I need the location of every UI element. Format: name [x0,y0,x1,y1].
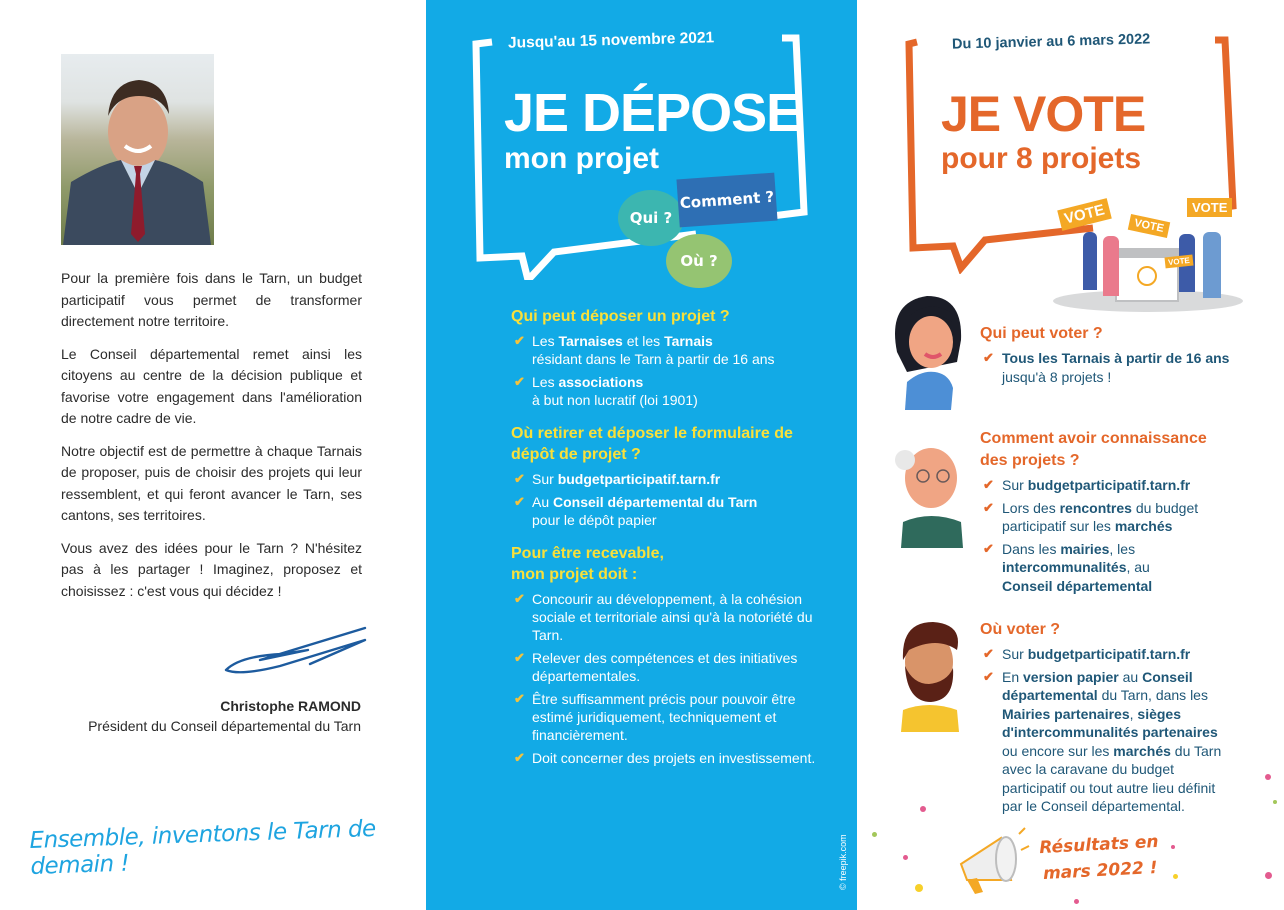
portrait-image [61,54,214,245]
check-icon: ✔ [514,374,525,389]
signer-title: Président du Conseil départemental du Tarn [88,718,361,734]
check-icon: ✔ [514,691,525,706]
list-item: ✔ Doit concerner des projets en investissement. [514,750,816,766]
check-icon: ✔ [514,650,525,665]
list-item: ✔ Sur budgetparticipatif.tarn.fr [514,471,721,487]
list-item: ✔ Tous les Tarnais à partir de 16 ans jusqu'à 8 projets ! [983,350,1230,385]
deposit-panel [426,0,857,910]
check-icon: ✔ [983,499,994,515]
vote-sign: VOTE [1128,214,1170,238]
left-panel [0,0,426,910]
signature-icon [220,624,370,676]
who-vote-section [980,323,1255,390]
how-to-know-section [980,428,1255,599]
where-vote-list [980,645,1255,816]
vote-subtitle: pour 8 projets [941,142,1142,175]
check-icon: ✔ [983,540,994,556]
intro-paragraph: Le Conseil départemental remet ainsi les citoyens au centre de la décision publique et favorise votre engagement dans l'amélioration de notre cadre de vie. [61,345,362,426]
vote-title: JE VOTE [941,86,1146,142]
section-heading-requirements: Pour être recevable, mon projet doit : [511,545,664,583]
lightbulb-icon [1137,266,1157,286]
list-item: ✔ Au Conseil départemental du Tarn pour le dépôt papier [514,494,758,528]
vote-period: Du 10 janvier au 6 mars 2022 [951,31,1151,53]
check-icon: ✔ [983,477,994,492]
signer-name: Christophe RAMOND [220,698,361,714]
list-item: ✔ Lors des rencontres du budget participatif sur les marchés [983,499,1199,534]
deposit-subtitle: mon projet [504,142,659,175]
intro-paragraph: Notre objectif est de permettre à chaque Tarnais de proposer, puis de choisir des projets qui leur ressemblent, et qui feront avancer le Tarn, ses cantons, ses territoires. [61,442,362,523]
list-item: ✔ Dans les mairies, les intercommunalités, au Conseil départemental [983,540,1153,594]
confetti-dot [1265,774,1271,780]
confetti-dot [872,832,877,837]
website-link[interactable]: budgetparticipatif.tarn.fr [1027,646,1191,662]
section-heading-who-deposit: Qui peut déposer un projet ? [511,308,730,325]
deposit-deadline: Jusqu'au 15 novembre 2021 [507,29,715,52]
list-item: ✔ Relever des compétences et des initiatives départementales. [514,650,798,684]
vote-panel [857,0,1284,910]
list-item: ✔ Concourir au développement, à la cohésion sociale et territoriale ainsi qu'à la notoriété du Tarn. [514,591,813,643]
elderly-man-avatar-icon [887,430,967,548]
woman-avatar-icon [887,292,967,410]
check-icon: ✔ [514,471,525,486]
list-item: ✔ Les Tarnaises et les Tarnais résidant dans le Tarn à partir de 16 ans [514,333,775,367]
president-photo [61,54,214,245]
confetti-dot [1173,874,1178,879]
who-deposit-list [511,332,831,409]
intro-paragraph: Vous avez des idées pour le Tarn ? N'hésitez pas à les partager ! Imaginez, proposez et choisissez : c'est vous qui décidez ! [61,539,362,599]
list-item: ✔ En version papier au Conseil départemental du Tarn, dans les Mairies partenaires, sièges d'intercommunalités partenaires ou encore sur les marchés du Tarn avec la caravane du budget participatif ou tout autre lieu définit par le Conseil départemental. [983,668,1222,814]
check-icon: ✔ [514,591,525,606]
deposit-info [511,306,831,781]
section-heading-where-vote: Où voter ? [980,621,1061,638]
confetti-dot [1265,872,1272,879]
how-to-know-list [980,476,1255,595]
list-item: ✔ Les associations à but non lucratif (loi 1901) [514,374,698,408]
bubble-ou: Où ? [666,234,732,288]
check-icon: ✔ [983,646,994,661]
website-link[interactable]: budgetparticipatif.tarn.fr [557,471,721,487]
bubble-comment: Comment ? [676,173,777,228]
list-item: ✔ Être suffisamment précis pour pouvoir être estimé juridiquement, techniquement et financièrement. [514,691,796,743]
confetti-dot [920,806,926,812]
vote-sign: VOTE [1165,255,1194,269]
confetti-dot [1074,899,1079,904]
confetti-dot [903,855,908,860]
check-icon: ✔ [514,750,525,765]
confetti-dot [915,884,923,892]
list-item: ✔ Sur budgetparticipatif.tarn.fr [983,646,1191,662]
signer-block [88,696,361,736]
confetti-dot [1273,800,1277,804]
where-vote-section [980,619,1255,820]
bearded-man-avatar-icon [887,614,967,732]
section-heading-where-deposit: Où retirer et déposer le formulaire de dépôt de projet ? [511,425,793,463]
confetti-dot [1171,845,1175,849]
list-item: ✔ Sur budgetparticipatif.tarn.fr [983,477,1191,493]
bubble-qui: Qui ? [618,190,684,246]
check-icon: ✔ [514,333,525,348]
where-deposit-list [511,470,831,529]
vote-sign: VOTE [1057,198,1111,231]
slogan: Ensemble, inventons le Tarn de demain ! [29,815,377,880]
who-vote-list [980,349,1255,386]
deposit-title: JE DÉPOSE [504,83,802,143]
check-icon: ✔ [983,350,994,365]
check-icon: ✔ [983,668,994,684]
results-announcement: Résultats en mars 2022 ! [1038,831,1159,884]
section-heading-who-vote: Qui peut voter ? [980,325,1103,342]
vote-sign: VOTE [1187,198,1232,217]
section-heading-how-to-know: Comment avoir connaissance des projets ? [980,430,1207,469]
requirements-list [511,590,831,767]
intro-text [61,268,362,613]
website-link[interactable]: budgetparticipatif.tarn.fr [1027,477,1191,493]
megaphone-icon [953,826,1033,896]
intro-paragraph: Pour la première fois dans le Tarn, un budget participatif vous permet de transformer directement notre territoire. [61,270,362,329]
voting-illustration [1053,190,1253,320]
check-icon: ✔ [514,494,525,509]
image-credit: © freepik.com [838,834,848,890]
